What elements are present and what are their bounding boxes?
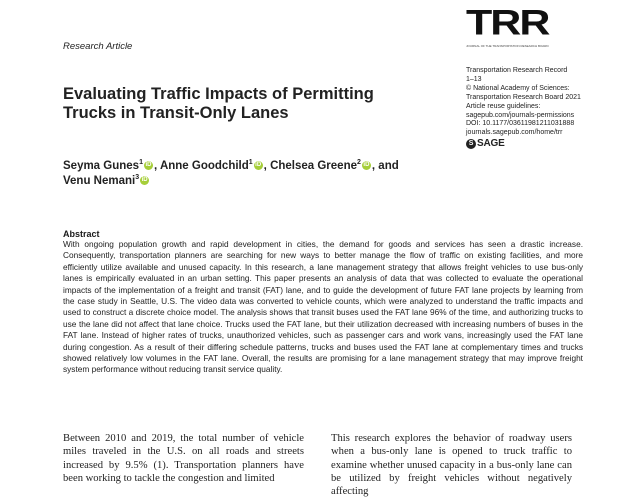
article-type-label: Research Article bbox=[63, 41, 133, 52]
author-list bbox=[63, 159, 443, 189]
author-affiliation: 1 bbox=[248, 159, 253, 167]
author-name[interactable]: Seyma Gunes bbox=[63, 160, 140, 172]
meta-pages: 1–13 bbox=[466, 75, 482, 83]
body-column-right: This research explores the behavior of roadway users when a bus-only lane is opened to truck traffic to examine whether unused capacity in a bus-only lane can be utilized by freight vehicles without negatively affecting bbox=[331, 433, 572, 498]
body-column-left: Between 2010 and 2019, the total number of vehicle miles traveled in the U.S. on all roads and streets increased by 9.5% (1). Transportation planners have been working to tackle the congestion and limited bbox=[63, 433, 304, 484]
orcid-icon[interactable]: iD bbox=[141, 177, 148, 184]
journal-logo-subtitle: JOURNAL OF THE TRANSPORTATION RESEARCH BOARD bbox=[466, 44, 549, 48]
meta-journal: Transportation Research Record bbox=[466, 67, 568, 74]
author-separator: , and bbox=[371, 160, 399, 172]
abstract-heading: Abstract bbox=[63, 229, 100, 239]
meta-reuse-link[interactable]: sagepub.com/journals-permissions bbox=[466, 111, 575, 119]
publisher-logo bbox=[466, 139, 626, 149]
author-name[interactable]: Anne Goodchild bbox=[159, 160, 249, 172]
author bbox=[63, 160, 154, 172]
author bbox=[270, 160, 372, 172]
author-name[interactable]: Chelsea Greene bbox=[270, 160, 357, 172]
article-title: Evaluating Traffic Impacts of Permitting Trucks in Transit-Only Lanes bbox=[63, 85, 374, 122]
meta-doi[interactable]: DOI: 10.1177/03611981211031888 bbox=[466, 120, 575, 128]
orcid-icon[interactable]: iD bbox=[255, 162, 262, 169]
orcid-icon[interactable]: iD bbox=[145, 162, 152, 169]
author-affiliation: 2 bbox=[357, 159, 361, 167]
journal-meta bbox=[466, 67, 626, 149]
author-affiliation: 1 bbox=[139, 159, 143, 167]
abstract-text: With ongoing population growth and rapid development in cities, the demand for goods and services has seen a drastic increase. Consequently, transportation planners are searching for new ways to better manage the flow of traffic on existing facilities, and more efficiently utilize available and unused capacity. In this research, a lane management strategy that allows freight vehicles to use bus-only lanes is empirically evaluated in an urban setting. This paper presents an analysis of data that was collected to evaluate the operational impacts of the implementation of a freight and transit (FAT) lane, and to guide the development of future FAT lane projects by learning from the case study in Seattle, U.S. The video data was converted to vehicle counts, which were analyzed to understand the traffic impacts and used to construct a discrete choice model. The analysis shows that transit buses used the FAT lane 96% of the time, and authorizing trucks to use the lane did not affect that lane choice. Trucks used the FAT lane, but their utilization decreased with increasing numbers of buses in the FAT lane. Instead of higher rates of trucks, unauthorized vehicles, such as passenger cars and work vans, increasingly used the FAT lane during congestion. As a result of their differing schedule patterns, trucks and buses used the FAT lane at complementary times and trucks showed relatively low volumes in the FAT lane. Overall, the results are promising for a lane management strategy that may improve freight system performance without reducing transit service quality. bbox=[63, 239, 583, 375]
orcid-icon[interactable]: iD bbox=[363, 162, 370, 169]
sage-icon: S bbox=[466, 139, 476, 149]
meta-reuse-label: Article reuse guidelines: bbox=[466, 102, 541, 110]
publisher-name: SAGE bbox=[477, 137, 505, 149]
journal-logo: TRR bbox=[466, 3, 549, 43]
meta-copyright: © National Academy of Sciences: bbox=[466, 84, 570, 92]
author bbox=[63, 175, 150, 187]
author-separator: , bbox=[153, 160, 160, 172]
author-affiliation: 3 bbox=[135, 174, 140, 182]
author bbox=[160, 160, 264, 172]
author-name[interactable]: Venu Nemani bbox=[63, 175, 136, 187]
meta-journal-link[interactable]: journals.sagepub.com/home/trr bbox=[466, 129, 563, 137]
author-separator: , bbox=[263, 160, 271, 172]
meta-copyright-holder: Transportation Research Board 2021 bbox=[466, 93, 581, 101]
